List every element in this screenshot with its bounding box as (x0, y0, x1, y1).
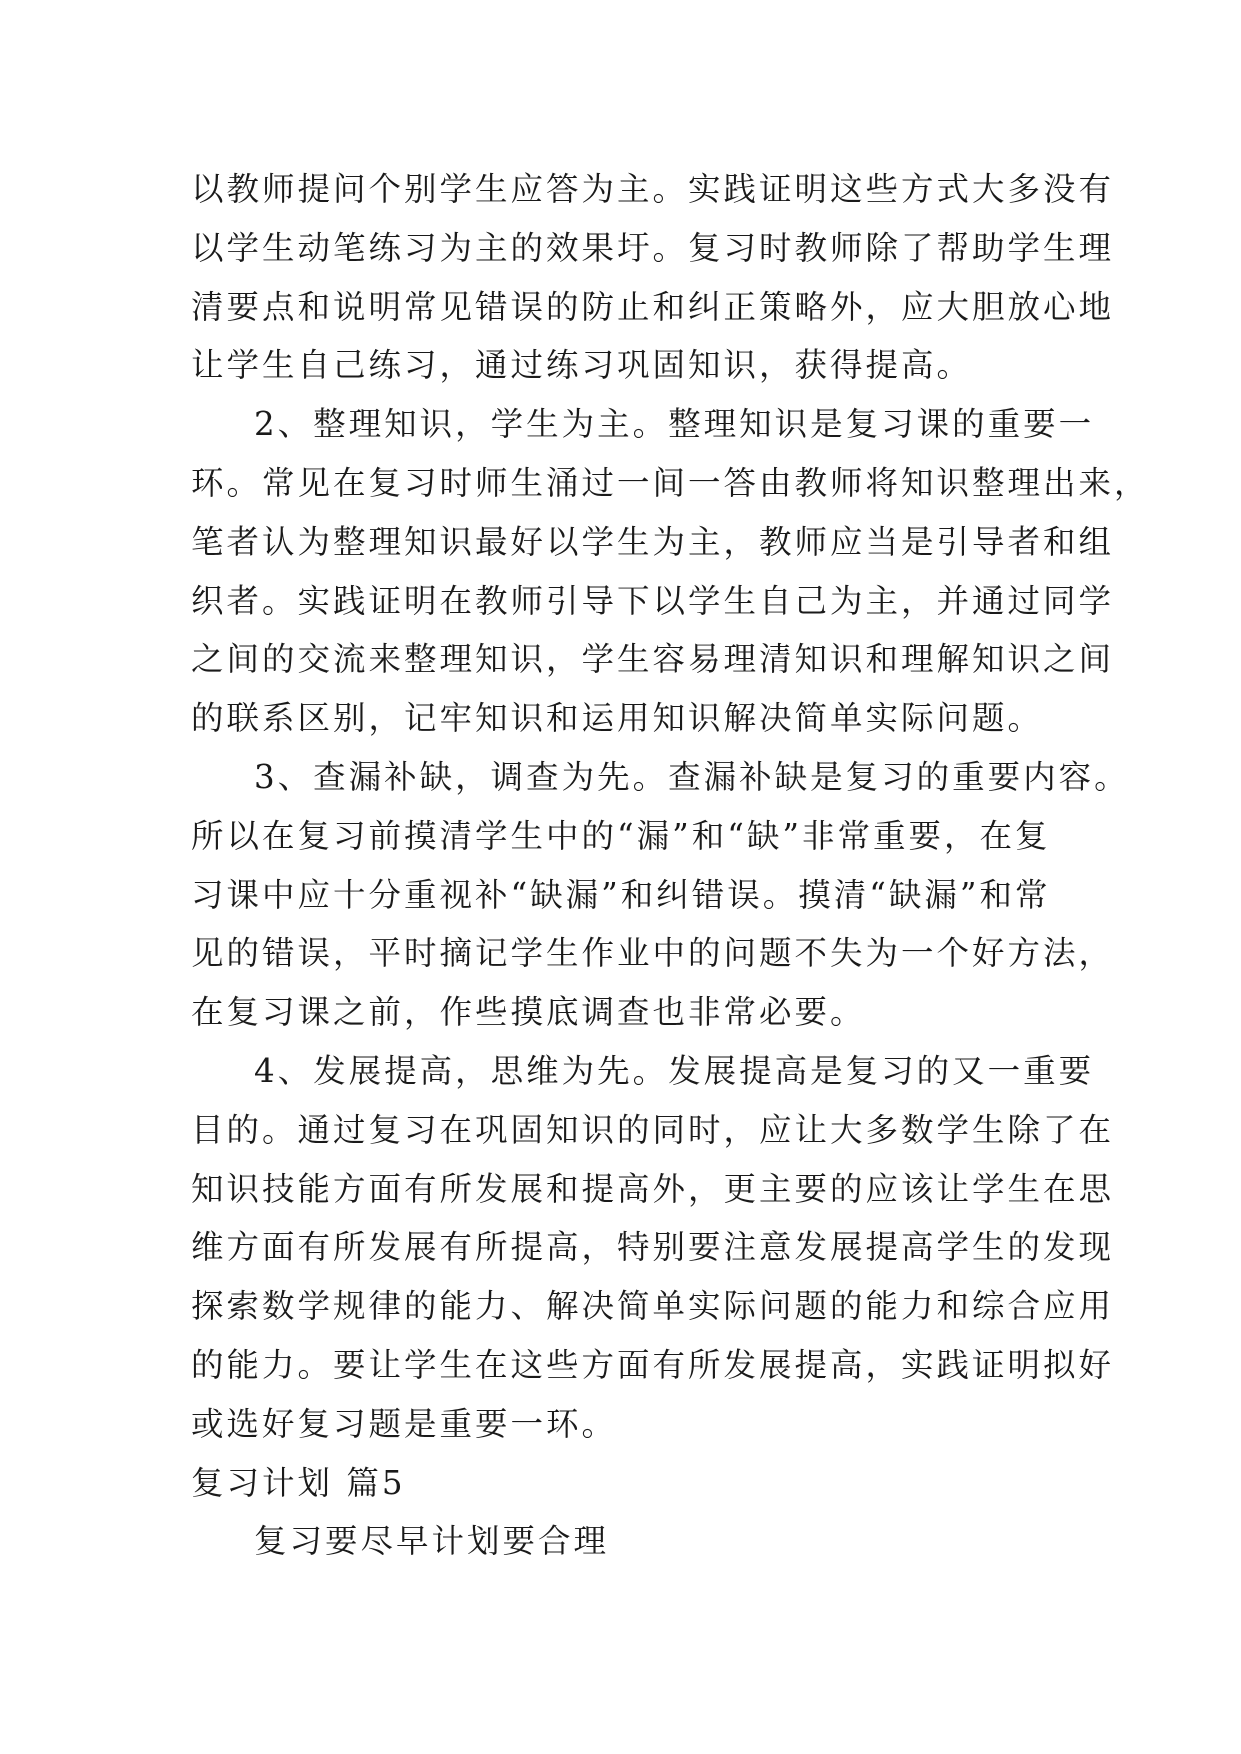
text-line: 2、整理知识，学生为主。整理知识是复习课的重要一 (254, 405, 1095, 444)
text-line: 4、发展提高，思维为先。发展提高是复习的又一重要 (254, 1051, 1095, 1090)
text-line: 的联系区别，记牢知识和运用知识解决简单实际问题。 (191, 699, 1044, 738)
text-line: 或选好复习题是重要一环。 (191, 1404, 618, 1443)
text-line: 在复习课之前，作些摸底调查也非常必要。 (191, 993, 866, 1032)
text-line: 复习要尽早计划要合理 (254, 1522, 610, 1561)
text-line: 维方面有所发展有所提高，特别要注意发展提高学生的发现 (191, 1228, 1115, 1267)
text-line: 3、查漏补缺，调查为先。查漏补缺是复习的重要内容。 (254, 757, 1130, 796)
text-line: 以学生动笔练习为主的效果圩。复习时教师除了帮助学生理 (191, 228, 1115, 267)
document-body (191, 160, 1150, 1571)
text-line: 的能力。要让学生在这些方面有所发展提高，实践证明拟好 (191, 1345, 1115, 1384)
text-line: 目的。通过复习在巩固知识的同时，应让大多数学生除了在 (191, 1110, 1115, 1149)
text-line: 笔者认为整理知识最好以学生为主，教师应当是引导者和组 (191, 522, 1115, 561)
text-line: 见的错误，平时摘记学生作业中的问题不失为一个好方法， (191, 934, 1115, 973)
text-line: 探索数学规律的能力、解决简单实际问题的能力和综合应用 (191, 1287, 1115, 1326)
text-line: 清要点和说明常见错误的防止和纠正策略外，应大胆放心地 (191, 287, 1115, 326)
text-line: 习课中应十分重视补“缺漏”和纠错误。摸清“缺漏”和常 (191, 875, 1051, 914)
text-line: 织者。实践证明在教师引导下以学生自己为主，并通过同学 (191, 581, 1115, 620)
text-line: 让学生自己练习，通过练习巩固知识，获得提高。 (191, 346, 973, 385)
text-line: 环。常见在复习时师生涌过一间一答由教师将知识整理出来， (191, 463, 1150, 502)
section-heading: 复习计划 篇5 (191, 1463, 406, 1502)
text-line: 知识技能方面有所发展和提高外，更主要的应该让学生在思 (191, 1169, 1115, 1208)
text-line: 所以在复习前摸清学生中的“漏”和“缺”非常重要，在复 (191, 816, 1051, 855)
text-line: 以教师提问个别学生应答为主。实践证明这些方式大多没有 (191, 170, 1115, 208)
text-line: 之间的交流来整理知识，学生容易理清知识和理解知识之间 (191, 640, 1115, 679)
